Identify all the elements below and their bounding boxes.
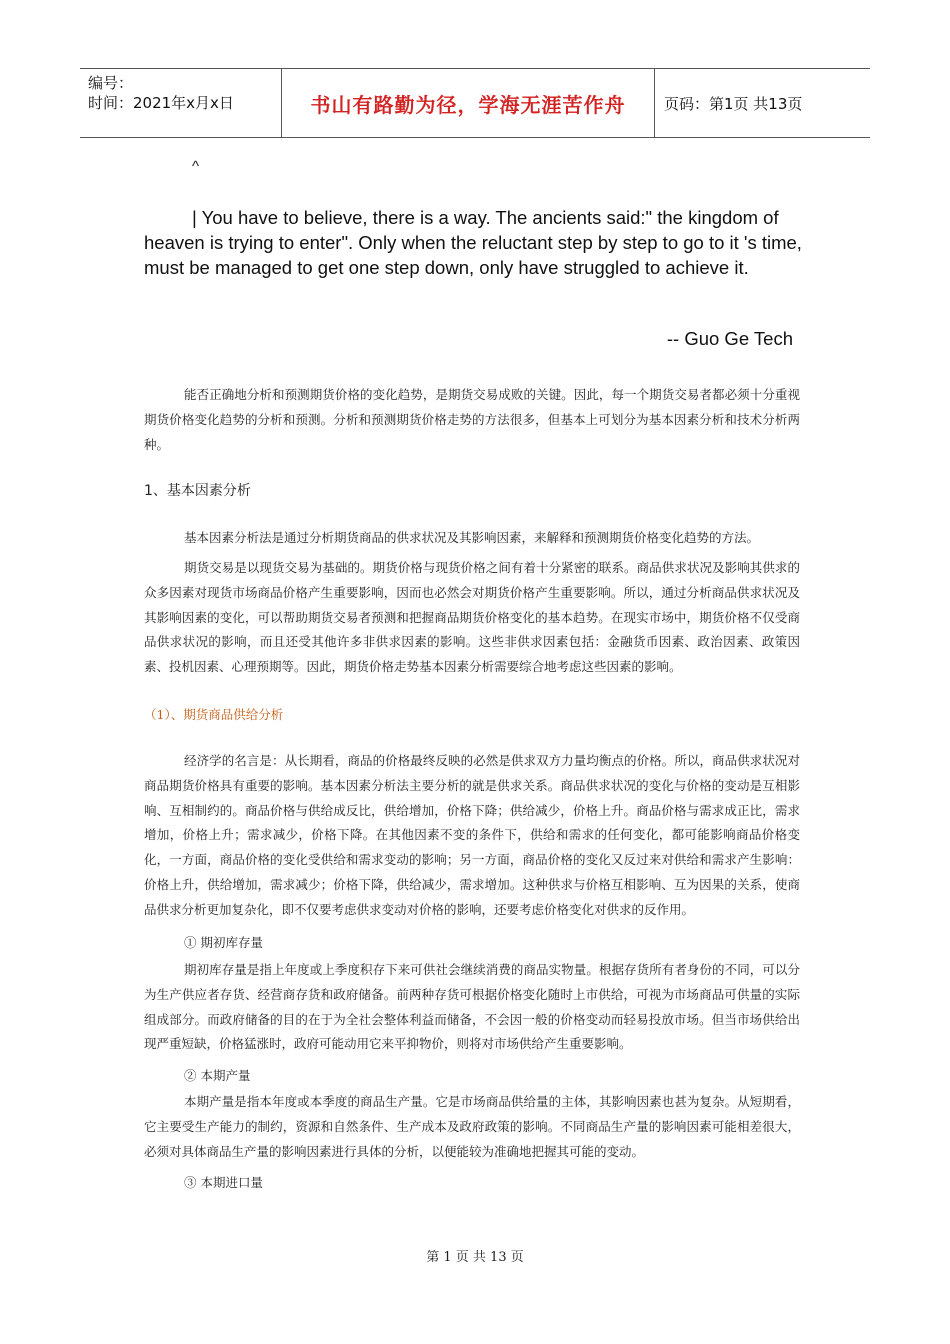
- quote-text: | You have to believe, there is a way. The ancients said:" the kingdom of heaven is trying to enter". Only when the reluctant step by step to go to it 's time, must be managed to get one step down, only have struggled to achieve it.: [144, 207, 802, 278]
- item-heading: ③ 本期进口量: [184, 1175, 263, 1190]
- header-date: 时间：2021年x月x日: [88, 94, 234, 112]
- section-paragraph: 期货交易是以现货交易为基础的。期货价格与现货价格之间有着十分紧密的联系。商品供求状况及影响其供求的众多因素对现货市场商品价格产生重要影响，因而也必然会对期货价格产生重要影响。所以，通过分析商品供求状况及其影响因素的变化，可以帮助期货交易者预测和把握商品期货价格变化的基本趋势。在现实市场中，期货价格不仅受商品供求状况的影响，而且还受其他许多非供求因素的影响。这些非供求因素包括：金融货币因素、政治因素、政策因素、投机因素、心理预期等。因此，期货价格走势基本因素分析需要综合地考虑这些因素的影响。: [144, 560, 800, 675]
- header-motto: 书山有路勤为径，学海无涯苦作舟: [310, 93, 626, 117]
- subsection-paragraph: 经济学的名言是：从长期看，商品的价格最终反映的必然是供求双方力量均衡点的价格。所以，商品供求状况对商品期货价格具有重要的影响。基本因素分析法主要分析的就是供求关系。商品供求状况的变化与价格的变动是互相影响、互相制约的。商品价格与供给成反比，供给增加，价格下降；供给减少，价格上升。商品价格与需求成正比，需求增加，价格上升；需求减少，价格下降。在其他因素不变的条件下，供给和需求的任何变化，都可能影响商品价格变化，一方面，商品价格的变化受供给和需求变动的影响；另一方面，商品价格的变化又反过来对供给和需求产生影响：价格上升，供给增加，需求减少；价格下降，供给减少，需求增加。这种供求与价格互相影响、互为因果的关系，使商品供求分析更加复杂化，即不仅要考虑供求变动对价格的影响，还要考虑价格变化对供求的反作用。: [144, 753, 800, 917]
- header-number: 编号：: [88, 74, 134, 92]
- section-paragraph: 基本因素分析法是通过分析期货商品的供求状况及其影响因素，来解释和预测期货价格变化趋势的方法。: [184, 530, 760, 545]
- page-footer: 第 1 页 共 13 页: [426, 1250, 524, 1265]
- quote-author: -- Guo Ge Tech: [666, 328, 793, 349]
- header-divider: [654, 69, 655, 137]
- item-paragraph: 期初库存量是指上年度或上季度积存下来可供社会继续消费的商品实物量。根据存货所有者身份的不同，可以分为生产供应者存货、经营商存货和政府储备。前两种存货可根据价格变化随时上市供给，可视为市场商品可供量的实际组成部分。而政府储备的目的在于为全社会整体利益而储备，不会因一般的价格变动而轻易投放市场。但当市场供给出现严重短缺，价格猛涨时，政府可能动用它来平抑物价，则将对市场供给产生重要影响。: [144, 962, 800, 1052]
- subsection-heading: （1）、期货商品供给分析: [144, 707, 284, 722]
- item-paragraph: 本期产量是指本年度或本季度的商品生产量。它是市场商品供给量的主体，其影响因素也甚为复杂。从短期看，它主要受生产能力的制约，资源和自然条件、生产成本及政府政策的影响。不同商品生产量的影响因素可能相差很大，必须对具体商品生产量的影响因素进行具体的分析，以便能较为准确地把握其可能的变动。: [144, 1094, 800, 1159]
- header-meta: [88, 73, 234, 113]
- intro-paragraph: 能否正确地分析和预测期货价格的变化趋势，是期货交易成败的关键。因此，每一个期货交易者都必须十分重视期货价格变化趋势的分析和预测。分析和预测期货价格走势的方法很多，但基本上可划分为基本因素分析和技术分析两种。: [144, 387, 800, 452]
- item-heading: ① 期初库存量: [184, 935, 263, 950]
- page-header: [80, 68, 870, 138]
- header-page-number: 页码：第1页 共13页: [664, 95, 803, 113]
- section-heading: 1、基本因素分析: [144, 483, 251, 499]
- item-heading: ② 本期产量: [184, 1068, 251, 1083]
- caret-mark: ^: [192, 158, 200, 175]
